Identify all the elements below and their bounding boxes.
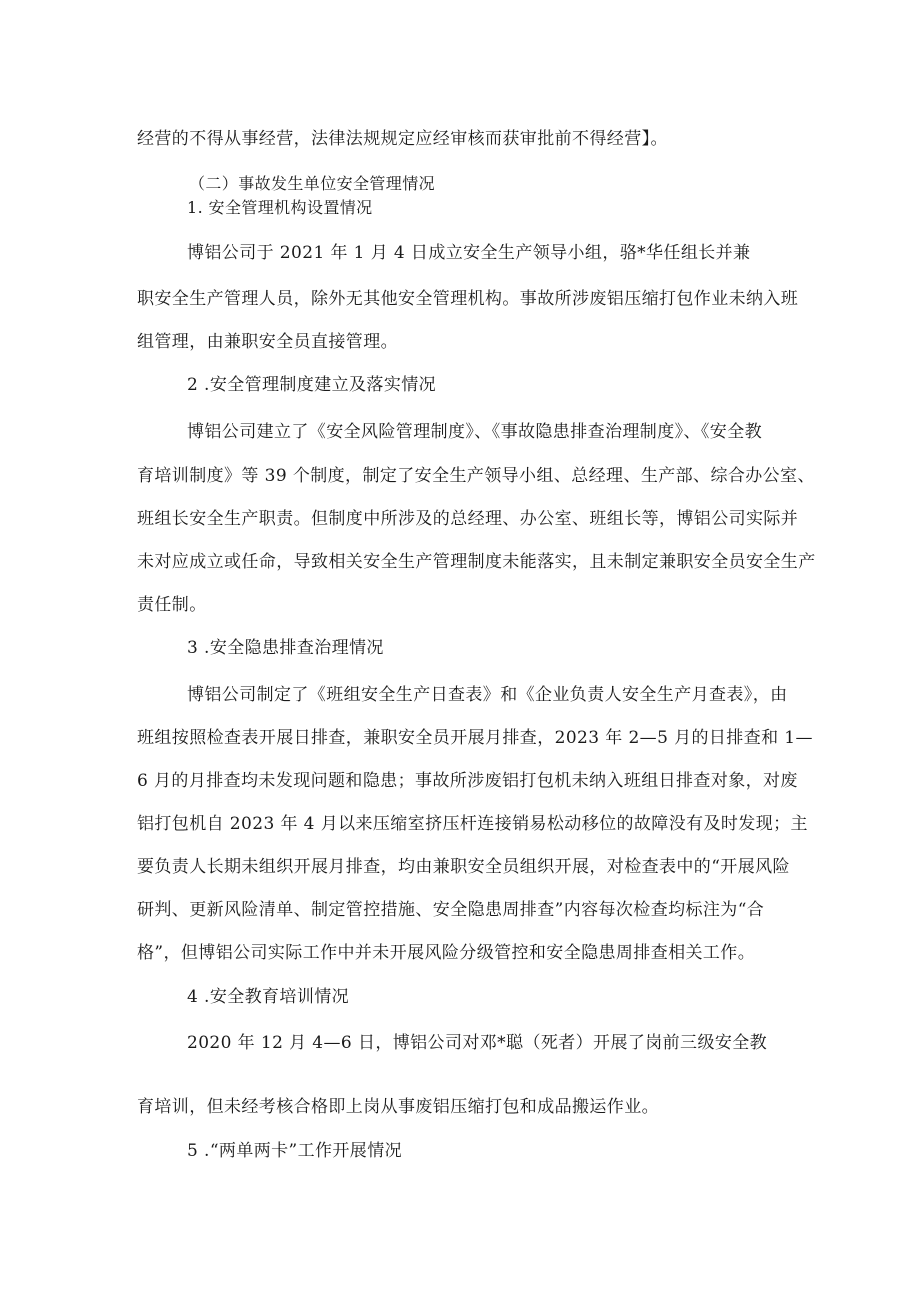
paragraph-line: 育培训，但未经考核合格即上岗从事废铝压缩打包和成品搬运作业。	[137, 1097, 659, 1117]
paragraph-line: 职安全生产管理人员，除外无其他安全管理机构。事故所涉废铝压缩打包作业未纳入班	[137, 289, 799, 309]
paragraph-line: 博铝公司制定了《班组安全生产日查表》和《企业负责人安全生产月查表》，由	[187, 685, 788, 705]
paragraph-line: 博铝公司于 2021 年 1 月 4 日成立安全生产领导小组，骆*华任组长并兼	[187, 243, 751, 263]
subsection-heading: 1. 安全管理机构设置情况	[187, 198, 373, 217]
paragraph-line: 格”，但博铝公司实际工作中并未开展风险分级管控和安全隐患周排查相关工作。	[137, 943, 756, 963]
subsection-heading: 4 .安全教育培训情况	[187, 987, 350, 1007]
subsection-heading: 3 .安全隐患排查治理情况	[187, 638, 384, 658]
subsection-heading: 2 .安全管理制度建立及落实情况	[187, 375, 437, 395]
paragraph-line: 2020 年 12 月 4—6 日，博铝公司对邓*聪（死者）开展了岗前三级安全教	[187, 1033, 768, 1053]
paragraph-line: 经营的不得从事经营，法律法规规定应经审核而获审批前不得经营】。	[137, 129, 668, 149]
paragraph-line: 研判、更新风险清单、制定管控措施、安全隐患周排查”内容每次检查均标注为“合	[137, 900, 765, 920]
paragraph-line: 组管理，由兼职安全员直接管理。	[137, 332, 398, 352]
paragraph-line: 博铝公司建立了《安全风险管理制度》、《事故隐患排查治理制度》、《安全教	[187, 422, 762, 442]
paragraph-line: 未对应成立或任命，导致相关安全生产管理制度未能落实，且未制定兼职安全员安全生产	[137, 552, 816, 572]
paragraph-line: 班组按照检查表开展日排查，兼职安全员开展月排查，2023 年 2—5 月的日排查和 1—	[137, 728, 813, 748]
paragraph-line: 要负责人长期未组织开展月排查，均由兼职安全员组织开展，对检查表中的“开展风险	[137, 857, 790, 877]
subsection-heading: 5 .“两单两卡”工作开展情况	[187, 1141, 403, 1161]
section-heading: （二）事故发生单位安全管理情况	[189, 174, 436, 193]
paragraph-line: 铝打包机自 2023 年 4 月以来压缩室挤压杆连接销易松动移位的故障没有及时发现；主	[137, 814, 808, 834]
paragraph-line: 育培训制度》等 39 个制度，制定了安全生产领导小组、总经理、生产部、综合办公室、	[137, 466, 815, 486]
paragraph-line: 责任制。	[137, 595, 207, 615]
paragraph-line: 班组长安全生产职责。但制度中所涉及的总经理、办公室、班组长等，博铝公司实际并	[137, 509, 799, 529]
paragraph-line: 6 月的月排查均未发现问题和隐患；事故所涉废铝打包机未纳入班组日排查对象，对废	[137, 771, 798, 791]
